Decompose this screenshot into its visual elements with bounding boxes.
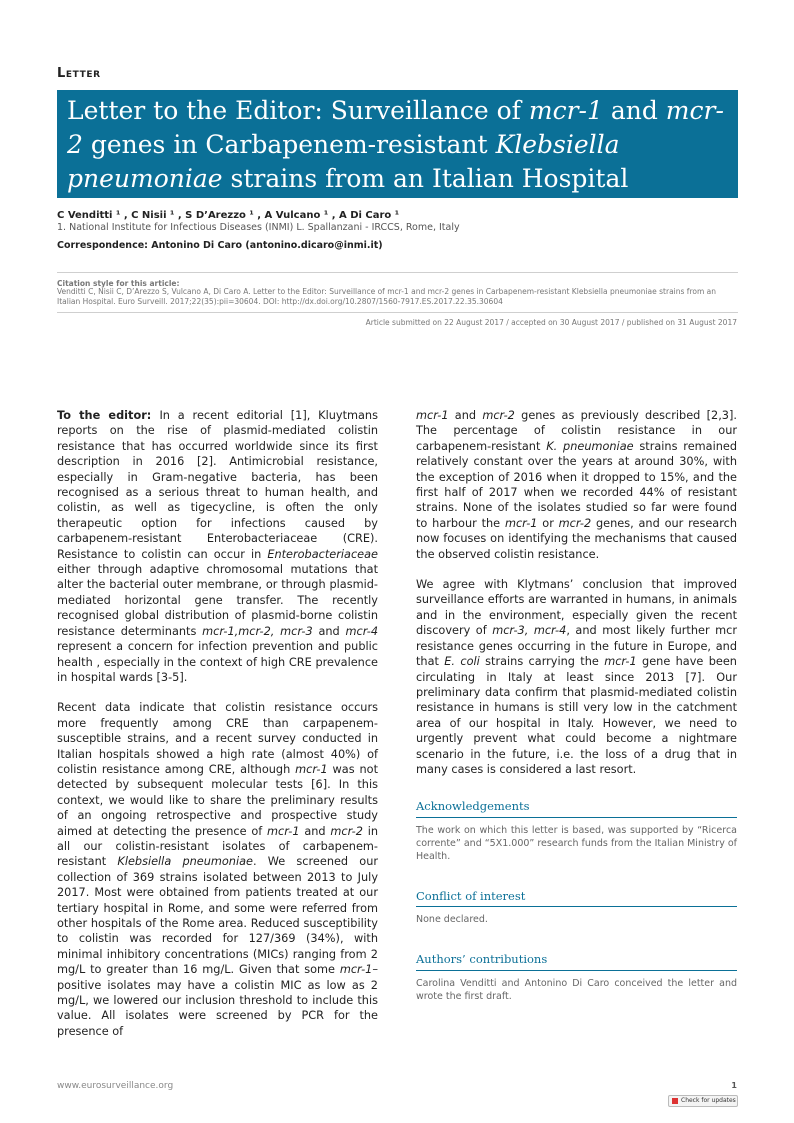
- correspondence[interactable]: Correspondence: Antonino Di Caro (antonino.dicaro@inmi.it): [57, 240, 383, 251]
- title-text: and: [602, 96, 666, 125]
- lead-in: To the editor:: [57, 409, 160, 422]
- italic-term: Klebsiella pneumoniae: [117, 855, 253, 869]
- check-updates-label: Check for updates: [681, 1097, 736, 1104]
- italic-term: mcr-2: [482, 409, 515, 422]
- italic-term: mcr-1: [604, 655, 637, 669]
- body-right-column: [416, 408, 737, 1029]
- italic-term: mcr-2: [558, 516, 592, 530]
- citation-text: Venditti C, Nisii C, D’Arezzo S, Vulcano A, Di Caro A. Letter to the Editor: Surveillance of mcr-1 and mcr-2 genes in Carbapenem-resistant Klebsiella pneumoniae strains from an Italian Hospital. Euro Surveill. 2017;22(35):pii=30604. DOI: http://dx.doi.org/10.2807/1560-7917.ES.2017.22.35.30604: [57, 287, 716, 306]
- footer-site-link[interactable]: www.eurosurveillance.org: [57, 1081, 174, 1091]
- text-run: and: [312, 624, 346, 638]
- text-run: or: [537, 516, 559, 530]
- title-text: genes in Carbapenem-resistant: [82, 130, 496, 159]
- check-updates-button[interactable]: [668, 1095, 738, 1107]
- title-text: strains from an Italian Hospital: [222, 164, 629, 193]
- text-run: strains carrying the: [479, 655, 605, 669]
- text-run: gene have been circulating in Italy at least since 2013 [7]. Our preliminary data confirm that plasmid-mediated colistin resistance in humans is still very low in the catchment area of our hospital in Italy. However, we need to urgently prevent what could become a nightmare scenario in the future, i.e. the loss of a drug that in many cases is considered a last resort.: [416, 655, 737, 776]
- text-run: and: [448, 409, 483, 422]
- italic-term: mcr-3, mcr-4: [492, 624, 567, 638]
- body-left-column: [57, 408, 378, 1054]
- italic-term: Enterobacteriaceae: [267, 547, 378, 561]
- text-run: –positive isolates may have a colistin MIC as low as 2 mg/L, we lowered our inclusion threshold to include this value. All isolates were screened by PCR for the presence of: [57, 963, 378, 1038]
- text-run: either through adaptive chromosomal mutations that alter the bacterial outer membrane, or through plasmid-mediated horizontal gene transfer. The recently recognised global distribution of plasmid-borne colistin resistance determinants: [57, 563, 378, 638]
- author-list: C Venditti ¹ , C Nisii ¹ , S D’Arezzo ¹ , A Vulcano ¹ , A Di Caro ¹: [57, 210, 400, 221]
- title-text: Letter to the Editor: Surveillance of: [67, 96, 529, 125]
- italic-term: mcr-1: [295, 762, 328, 776]
- article-title: [67, 94, 728, 196]
- text-run: genes as previously described [2,3]. The percentage of colistin resistance in our carbapenem-resistant: [416, 409, 737, 453]
- italic-term: mcr-1: [416, 409, 449, 422]
- text-run: In a recent editorial [1], Kluytmans reports on the rise of plasmid-mediated colistin resistance that has occurred worldwide since its first description in 2016 [2]. Antimicrobial resistance, especially in Gram-negative bacteria, has been recognised as a serious threat to human health, and colistin, as well as tigecycline, is often the only therapeutic option for infections caused by carbapenem-resistant Enterobacteriaceae (CRE). Resistance to colistin can occur in: [57, 409, 378, 561]
- text-run: represent a concern for infection prevention and public health , especially in the context of high CRE prevalence in hospital wards [3-5].: [57, 640, 378, 684]
- text-run: and: [299, 824, 331, 838]
- body-paragraph: [57, 408, 378, 685]
- conflict-text: None declared.: [416, 914, 488, 926]
- italic-term: mcr-4: [345, 624, 379, 638]
- contributions-heading: Authors’ contributions: [416, 952, 737, 970]
- section-tag: Letter: [57, 66, 101, 81]
- text-run: was not detected by subsequent molecular tests [6]. In this context, we would like to share the preliminary results of an ongoing retrospective and prospective study aimed at detecting the presence of: [57, 762, 379, 838]
- text-run: genes, and our research now focuses on identifying the mechanisms that caused the observed colistin resistance.: [416, 516, 737, 561]
- text-run: We agree with Klytmans’ conclusion that improved surveillance efforts are warranted in humans, in animals and in the environment, especially given the recent discovery of: [416, 578, 737, 638]
- italic-term: mcr-2: [330, 824, 363, 838]
- title-italic-term: mcr-1: [528, 96, 603, 125]
- text-run: . We screened our collection of 369 strains isolated between 2013 to July 2017. Most were obtained from patients treated at our tertiary hospital in Rome, and some were referred from other hospitals of the Rome area. Reduced susceptibility to colistin was recorded for 127/369 (34%), with minimal inhibitory concentrations (MICs) ranging from 2 mg/L to greater than 16 mg/L. Given that some: [57, 855, 379, 977]
- text-run: in all our colistin-resistant isolates of carbapenem-resistant: [57, 824, 378, 869]
- title-italic-term: Klebsiella pneumoniae: [67, 130, 620, 193]
- text-run: , and most likely further mcr resistance genes occurring in the future in Europe, and that: [416, 624, 737, 669]
- italic-term: mcr-1: [339, 963, 373, 977]
- italic-term: K. pneumoniae: [546, 439, 634, 453]
- text-run: Recent data indicate that colistin resistance occurs more frequently among CRE than carpapenem-susceptible strains, and a recent survey conducted in Italian hospitals showed a high rate (almost 40%) of colistin resistance among CRE, although: [57, 701, 378, 776]
- citation-label: Citation style for this article:: [57, 279, 180, 288]
- italic-term: mcr-1: [267, 824, 300, 838]
- body-paragraph: [416, 408, 737, 562]
- title-italic-term: mcr-2: [67, 96, 724, 159]
- italic-term: mcr-1: [504, 516, 538, 530]
- text-run: strains remained relatively constant over the years at around 30%, with the exception of 2016 when it dropped to 15%, and the first half of 2017 when we recorded 44% of resistant strains. None of the isolates studied so far were found to harbour the: [416, 439, 737, 530]
- acknowledgements-heading: Acknowledgements: [416, 799, 737, 817]
- body-paragraph: [57, 700, 378, 1039]
- contributions-text: Carolina Venditti and Antonino Di Caro conceived the letter and wrote the first draft.: [416, 977, 737, 1002]
- divider-bottom: [57, 312, 738, 313]
- divider-top: [57, 272, 738, 273]
- conflict-heading: Conflict of interest: [416, 889, 737, 907]
- italic-term: E. coli: [444, 655, 480, 669]
- article-dates: Article submitted on 22 August 2017 / accepted on 30 August 2017 / published on 31 August 2017: [365, 318, 737, 327]
- crossmark-icon: [672, 1098, 678, 1104]
- page-number: 1: [731, 1081, 737, 1090]
- body-paragraph: [416, 577, 737, 777]
- acknowledgements-text: The work on which this letter is based, was supported by “Ricerca corrente” and “5X1.000” research funds from the Italian Ministry of Health.: [416, 824, 737, 862]
- affiliation: 1. National Institute for Infectious Diseases (INMI) L. Spallanzani - IRCCS, Rome, Italy: [57, 222, 460, 233]
- italic-term: mcr-1,mcr-2, mcr-3: [202, 624, 313, 638]
- title-banner: [57, 90, 738, 198]
